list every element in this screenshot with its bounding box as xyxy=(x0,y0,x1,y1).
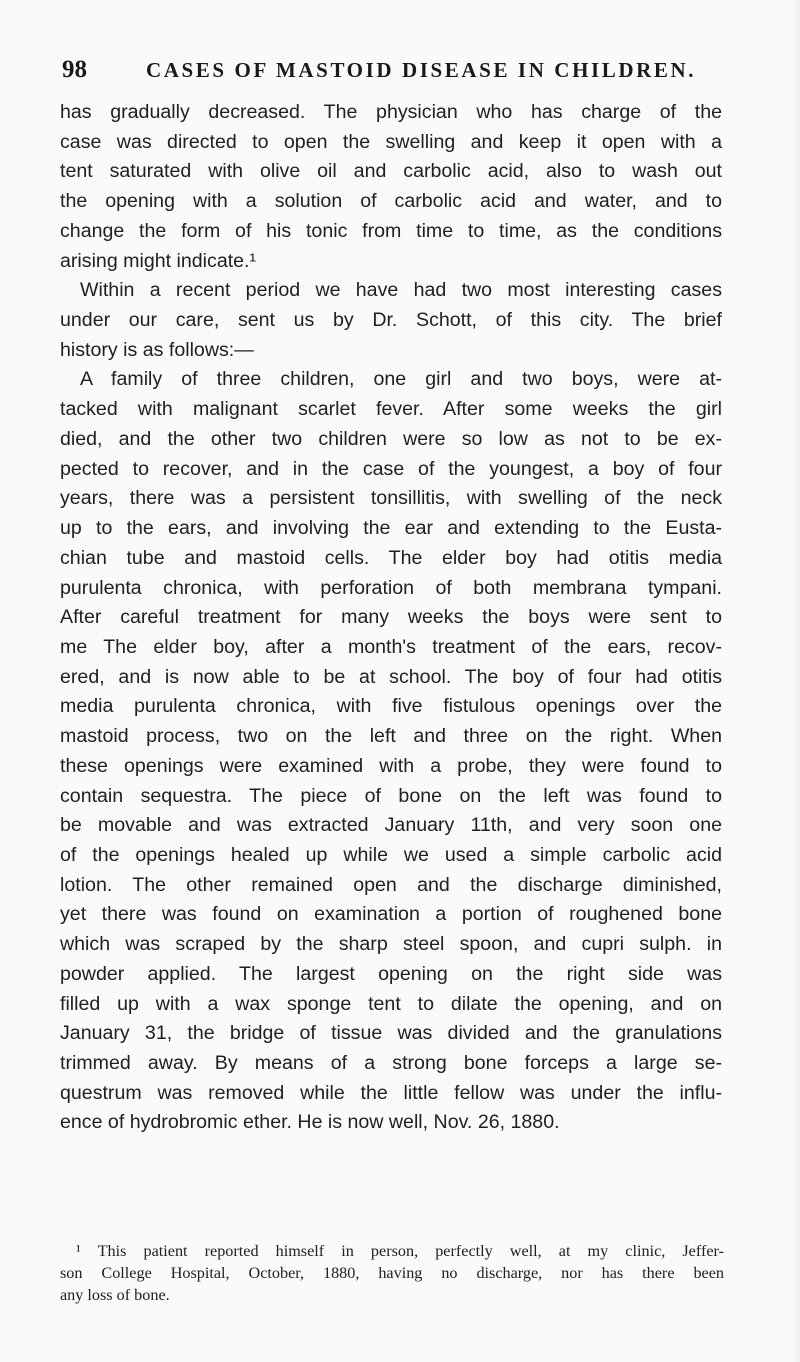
text-line: mastoid process, two on the left and three on the right. When xyxy=(60,725,722,748)
text-line: powder applied. The largest opening on the right side was xyxy=(60,962,722,985)
text-line: contain sequestra. The piece of bone on the left was found to xyxy=(60,784,722,807)
footnote-line: ¹ This patient reported himself in person, perfectly well, at my clinic, Jeffer- xyxy=(76,1242,724,1260)
page-header xyxy=(62,52,722,88)
text-line: chian tube and mastoid cells. The elder boy had otitis media xyxy=(60,546,722,569)
text-line: pected to recover, and in the case of the youngest, a boy of four xyxy=(60,457,722,480)
text-line: change the form of his tonic from time to time, as the conditions xyxy=(60,219,722,242)
text-line: arising might indicate.¹ xyxy=(60,249,257,272)
text-line: ence of hydrobromic ether. He is now well, Nov. 26, 1880. xyxy=(60,1111,560,1134)
text-line: under our care, sent us by Dr. Schott, of this city. The brief xyxy=(60,309,722,332)
footnote-line: any loss of bone. xyxy=(60,1286,170,1304)
text-line: yet there was found on examination a portion of roughened bone xyxy=(60,903,722,926)
footnotes xyxy=(60,1240,724,1306)
text-line: the opening with a solution of carbolic acid and water, and to xyxy=(60,190,722,213)
text-line: has gradually decreased. The physician who has charge of the xyxy=(60,101,722,123)
text-line: lotion. The other remained open and the discharge diminished, xyxy=(60,873,722,896)
text-line: of the openings healed up while we used a simple carbolic acid xyxy=(60,843,722,866)
text-line: A family of three children, one girl and two boys, were at- xyxy=(80,368,722,391)
text-line: up to the ears, and involving the ear and extending to the Eusta- xyxy=(60,517,722,540)
text-line: Within a recent period we have had two most interesting cases xyxy=(80,279,722,302)
text-line: trimmed away. By means of a strong bone forceps a large se- xyxy=(60,1052,722,1074)
text-line: media purulenta chronica, with five fistulous openings over the xyxy=(60,695,722,718)
text-line: history is as follows:— xyxy=(60,338,254,361)
text-line: questrum was removed while the little fellow was under the influ- xyxy=(60,1081,722,1104)
text-line: case was directed to open the swelling and keep it open with a xyxy=(60,130,722,153)
text-line: ered, and is now able to be at school. The boy of four had otitis xyxy=(60,665,722,688)
text-line: be movable and was extracted January 11th, and very soon one xyxy=(60,814,722,837)
page-edge-shadow xyxy=(790,0,800,1362)
text-line: tent saturated with olive oil and carbolic acid, also to wash out xyxy=(60,160,722,183)
text-line: tacked with malignant scarlet fever. After some weeks the girl xyxy=(60,398,722,421)
body-text xyxy=(60,98,722,1138)
text-line: January 31, the bridge of tissue was divided and the granulations xyxy=(60,1022,722,1045)
text-line: filled up with a wax sponge tent to dilate the opening, and on xyxy=(60,992,722,1015)
text-line: these openings were examined with a probe, they were found to xyxy=(60,754,722,777)
footnote-line: son College Hospital, October, 1880, having no discharge, nor has there been xyxy=(60,1264,724,1282)
text-line: years, there was a persistent tonsillitis, with swelling of the neck xyxy=(60,487,722,510)
text-line: died, and the other two children were so low as not to be ex- xyxy=(60,427,722,450)
text-line: After careful treatment for many weeks the boys were sent to xyxy=(60,606,722,629)
text-line: purulenta chronica, with perforation of both membrana tympani. xyxy=(60,576,722,599)
text-line: which was scraped by the sharp steel spoon, and cupri sulph. in xyxy=(60,933,722,956)
running-head: CASES OF MASTOID DISEASE IN CHILDREN. xyxy=(146,58,697,82)
text-line: me The elder boy, after a month's treatment of the ears, recov- xyxy=(60,635,722,658)
page-number: 98 xyxy=(62,56,87,83)
